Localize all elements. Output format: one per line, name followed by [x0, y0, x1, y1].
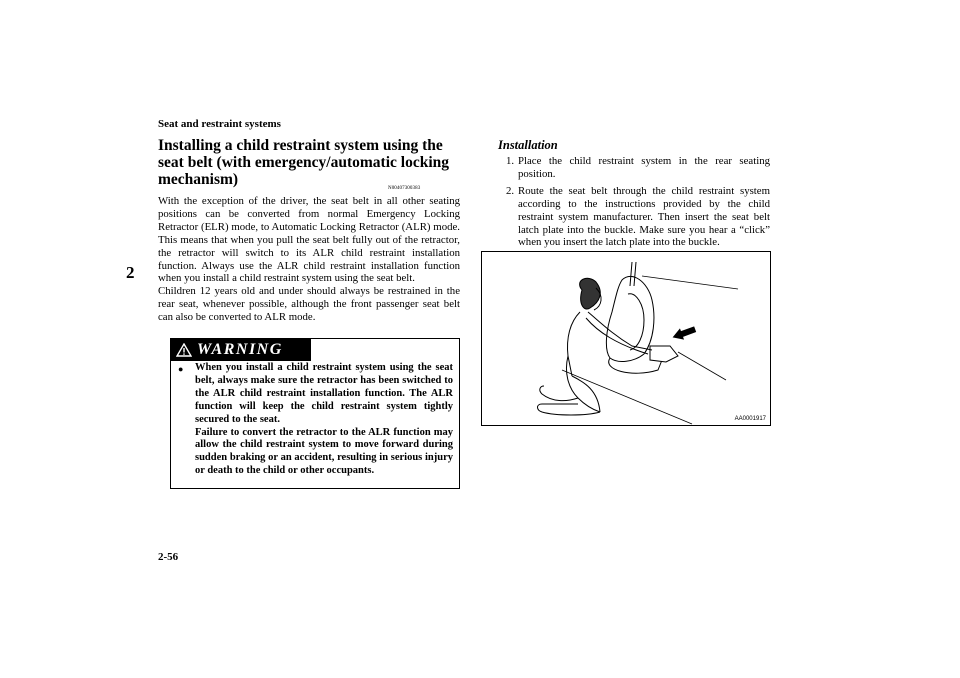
page-number: 2-56	[158, 551, 179, 563]
step-text: Route the seat belt through the child restraint system according to the instructions provided by the child restraint system manufacturer. Then insert the seat belt latch plate into the buckle. Make sure you hear a “click” when you insert the latch plate into the buckle.	[518, 184, 770, 249]
warning-header	[171, 339, 311, 361]
bullet-icon: ●	[178, 364, 184, 374]
step-number: 1.	[506, 155, 515, 167]
warning-line: When you install a child restraint system using the seat belt, always make sure the retractor has been switched to the ALR child restraint installation function. The ALR function will keep the child restraint system tightly secured to the seat.	[195, 362, 453, 425]
warning-text	[195, 362, 453, 478]
figure-id: AA0001917	[734, 416, 766, 422]
step-number: 2.	[506, 184, 515, 197]
running-header: Seat and restraint systems	[158, 118, 281, 130]
step-item	[506, 155, 770, 181]
arrow-icon	[671, 324, 698, 343]
warning-line: Failure to convert the retractor to the ALR function may allow the child restraint system to move forward during sudden braking or an accident, resulting in serious injury or death to the child or other occupants.	[195, 426, 453, 477]
section-code: N00407300383	[388, 186, 421, 191]
body-paragraph: Children 12 years old and under should always be restrained in the rear seat, whenever possible, although the front passenger seat belt can also be converted to ALR mode.	[158, 285, 460, 324]
section-title: Installing a child restraint system using the seat belt (with emergency/automatic locking mechanism)	[158, 137, 449, 188]
warning-box	[170, 338, 460, 489]
body-paragraph: With the exception of the driver, the seat belt in all other seating positions can be converted from normal Emergency Locking Retractor (ELR) mode, to Automatic Locking Retractor (ALR) mode. This means that when you pull the seat belt fully out of the retractor, the retractor will switch to its ALR child restraint installation function. Always use the ALR child restraint installation function when you install a child restraint system using the seat belt.	[158, 195, 460, 285]
warning-triangle-icon	[171, 339, 197, 361]
chapter-tab-number: 2	[126, 263, 135, 282]
step-text: Place the child restraint system in the rear seating position.	[518, 155, 770, 180]
step-item	[506, 185, 770, 250]
child-seat	[606, 262, 678, 373]
illustration	[482, 252, 770, 425]
installation-figure	[481, 251, 771, 426]
section-body	[158, 195, 460, 324]
person-kneeling	[538, 278, 653, 415]
warning-label: WARNING	[197, 341, 283, 358]
installation-heading: Installation	[498, 138, 558, 152]
installation-steps	[506, 155, 770, 253]
